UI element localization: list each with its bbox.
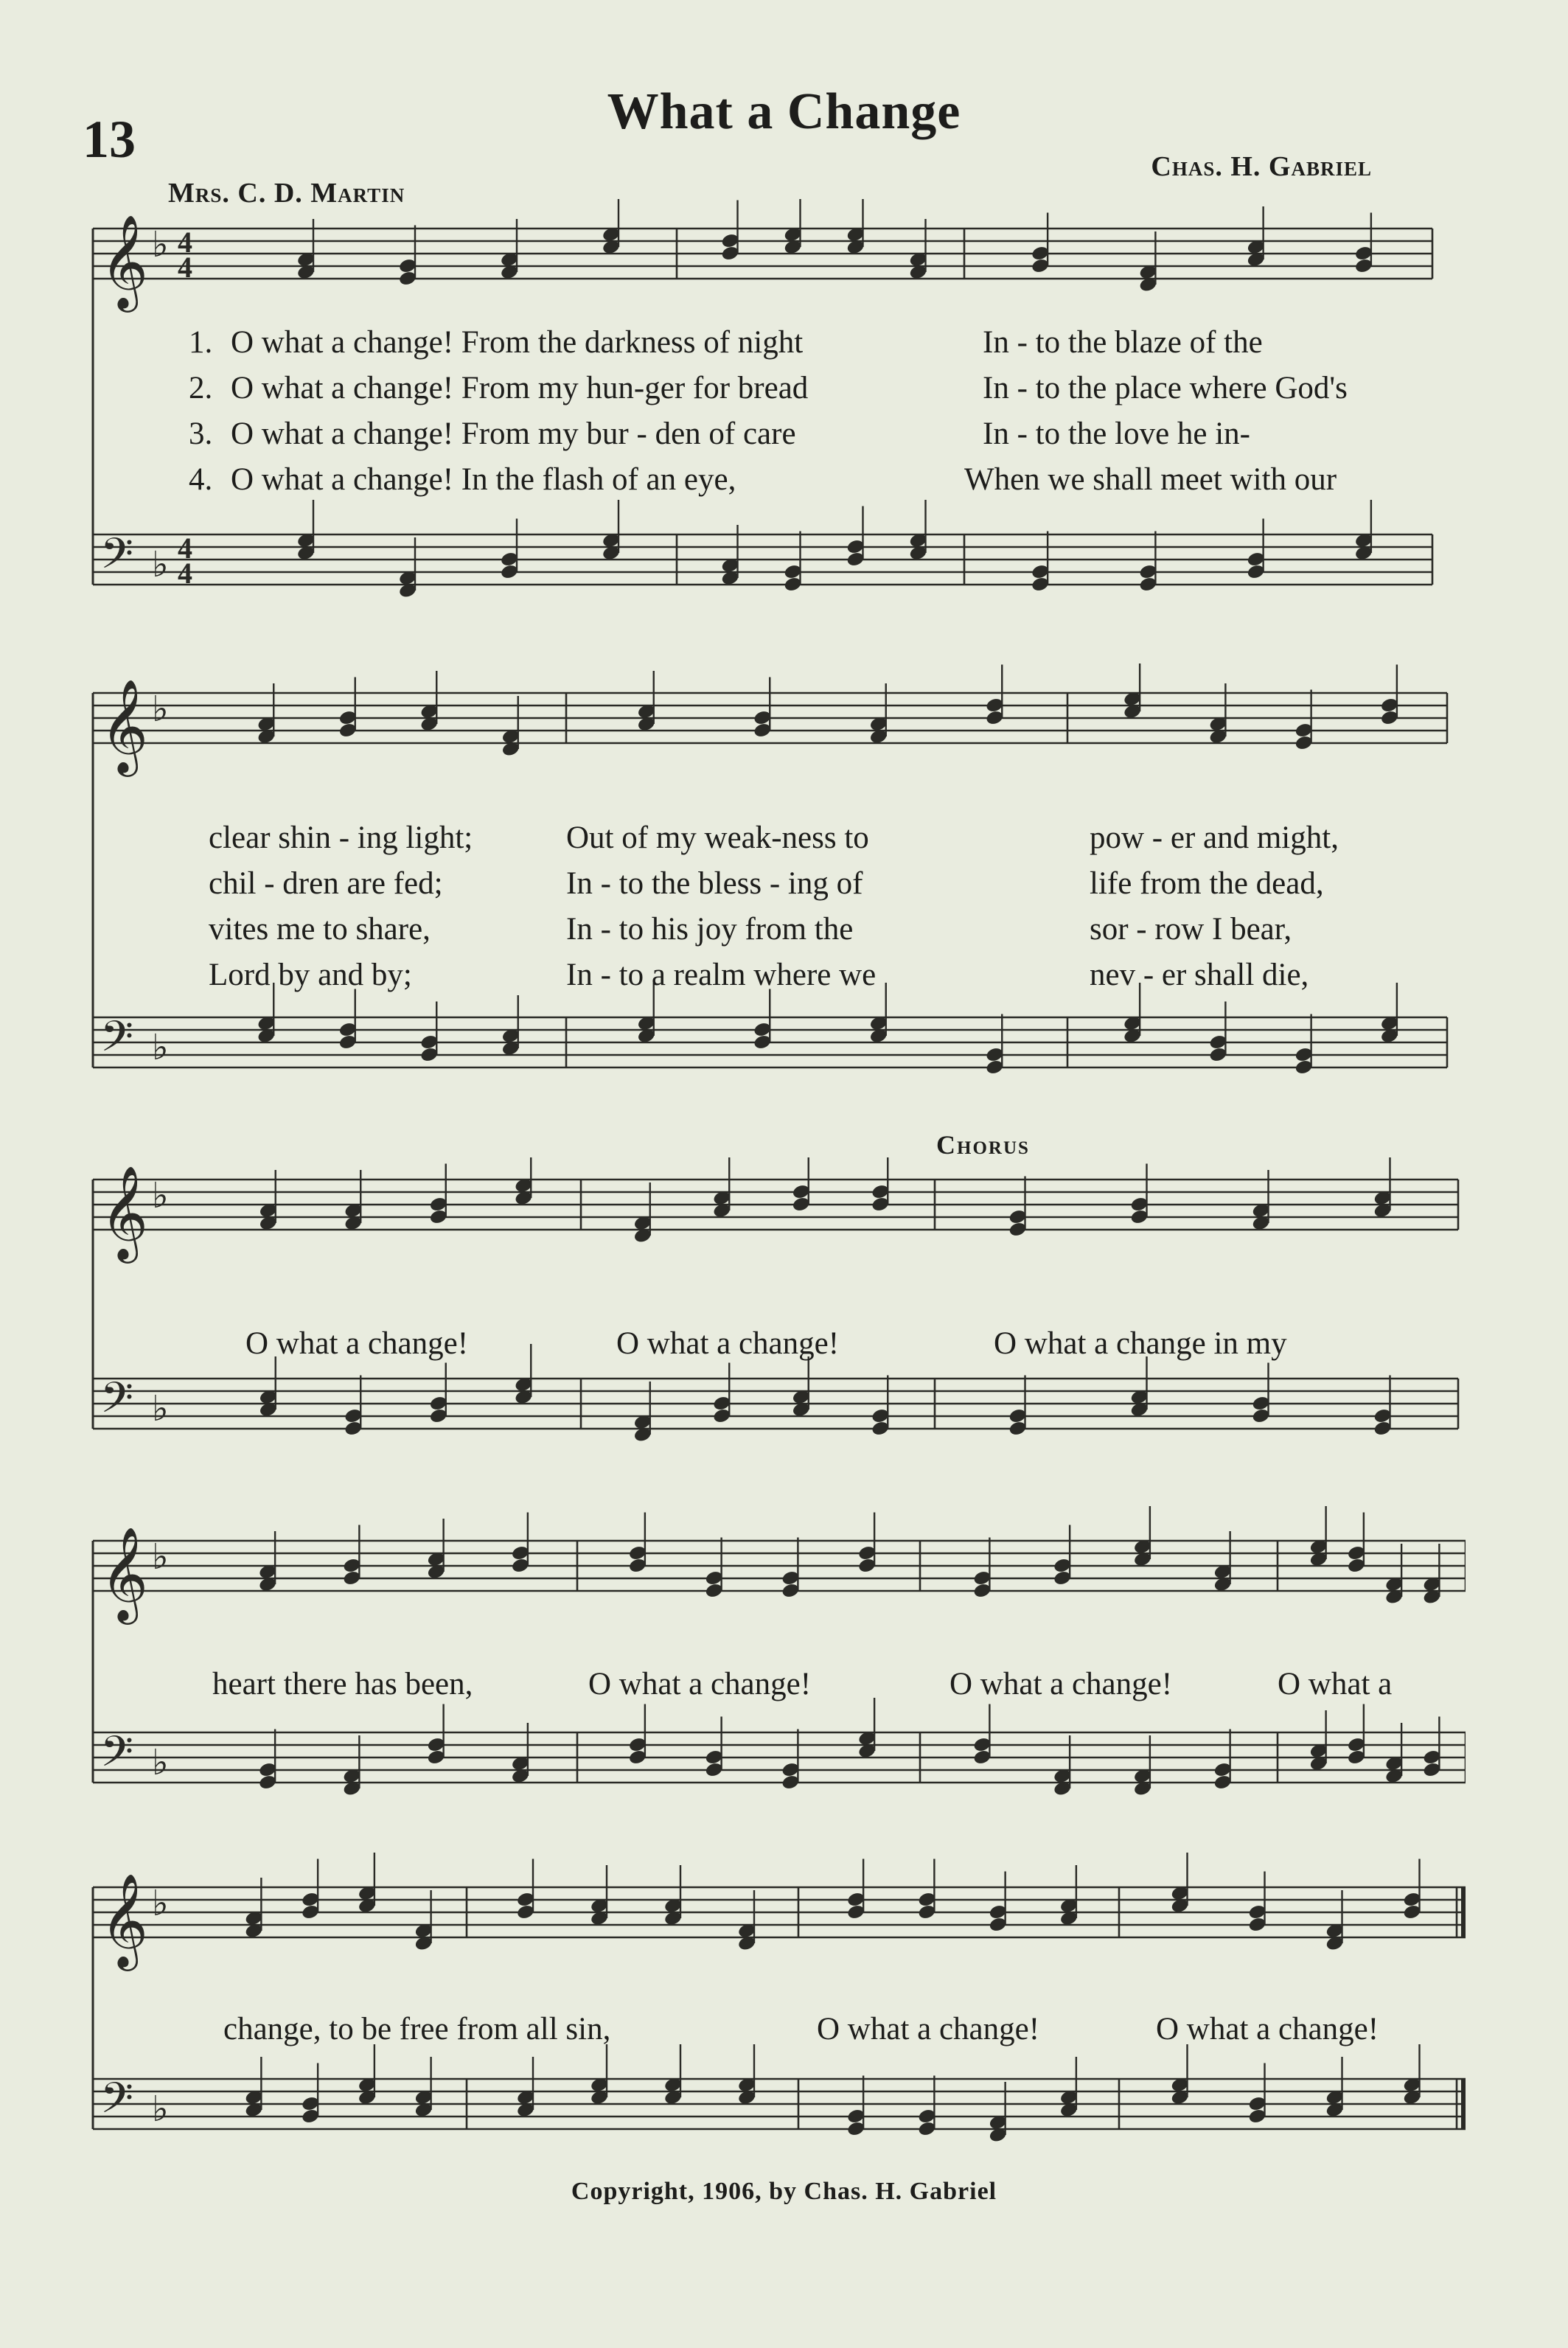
page-number: 13 <box>83 110 136 169</box>
music-system-4 <box>80 1489 1466 1843</box>
lyric-line: O what a <box>1278 1667 1393 1701</box>
treble-clef-icon: 𝄞 <box>100 1873 149 1967</box>
time-signature-digit: 4 <box>178 557 192 590</box>
lyric-line: O what a change! <box>245 1326 469 1361</box>
lyric-line: In - to the love he in- <box>983 417 1251 451</box>
time-signature-digit: 4 <box>178 226 192 259</box>
hymn-title: What a Change <box>607 83 961 140</box>
lyric-line: chil - dren are fed; <box>209 866 443 901</box>
key-flat-icon: ♭ <box>152 1742 169 1783</box>
bass-staff <box>93 1727 1466 1787</box>
treble-clef-icon: 𝄞 <box>100 678 149 773</box>
music-system-1 <box>80 199 1466 649</box>
lyric-line: O what a change in my <box>994 1326 1287 1361</box>
lyric-line: O what a change! From the darkness of night <box>231 325 804 360</box>
lyric-line: life from the dead, <box>1090 866 1324 901</box>
lyric-line: pow - er and might, <box>1090 821 1339 855</box>
lyric-line: clear shin - ing light; <box>209 821 473 855</box>
lyric-line: nev - er shall die, <box>1090 958 1309 992</box>
key-flat-icon: ♭ <box>152 1536 169 1578</box>
treble-clef-icon: 𝄞 <box>100 214 149 308</box>
verse-number: 4. <box>189 462 213 497</box>
bass-clef-icon: 𝄢 <box>100 1727 134 1787</box>
lyric-line: vites me to share, <box>209 912 431 947</box>
lyric-line: When we shall meet with our <box>964 462 1337 497</box>
lyric-line: O what a change! <box>1156 2012 1379 2046</box>
lyric-line: O what a change! <box>616 1326 840 1361</box>
music-system-5 <box>80 1836 1466 2175</box>
composer: Chas. H. Gabriel <box>1151 151 1372 182</box>
key-flat-icon: ♭ <box>152 689 169 730</box>
key-flat-icon: ♭ <box>152 2089 169 2130</box>
lyric-line: change, to be free from all sin, <box>223 2012 611 2046</box>
lyric-line: O what a change! In the flash of an eye, <box>231 462 736 497</box>
lyric-line: In - to the place where God's <box>983 371 1348 405</box>
treble-staff <box>93 1165 1458 1264</box>
lyric-line: In - to the bless - ing of <box>566 866 863 901</box>
key-flat-icon: ♭ <box>152 1027 169 1068</box>
bass-clef-icon: 𝄢 <box>100 1011 134 1072</box>
time-signature-digit: 4 <box>178 532 192 565</box>
treble-clef-icon: 𝄞 <box>100 1526 149 1620</box>
chorus-label: Chorus <box>936 1130 1030 1160</box>
verse-number: 2. <box>189 371 213 405</box>
verse-number: 3. <box>189 417 213 451</box>
bass-staff <box>93 529 1432 589</box>
lyric-line: O what a change! <box>949 1667 1173 1701</box>
time-signature-digit: 4 <box>178 251 192 284</box>
music-system-2 <box>80 663 1466 1135</box>
key-flat-icon: ♭ <box>152 224 169 265</box>
treble-staff <box>93 214 1432 313</box>
lyric-line: O what a change! <box>817 2012 1040 2046</box>
bass-clef-icon: 𝄢 <box>100 2073 134 2133</box>
treble-clef-icon: 𝄞 <box>100 1165 149 1259</box>
treble-staff <box>93 1526 1466 1625</box>
key-flat-icon: ♭ <box>152 1883 169 1924</box>
verse-number: 1. <box>189 325 213 360</box>
key-flat-icon: ♭ <box>152 1388 169 1429</box>
copyright-notice: Copyright, 1906, by Chas. H. Gabriel <box>571 2178 997 2205</box>
lyric-line: In - to his joy from the <box>566 912 854 947</box>
lyric-line: O what a change! From my bur - den of care <box>231 417 796 451</box>
bass-clef-icon: 𝄢 <box>100 529 134 589</box>
lyricist: Mrs. C. D. Martin <box>168 178 405 209</box>
key-flat-icon: ♭ <box>152 544 169 585</box>
lyric-line: heart there has been, <box>212 1667 473 1701</box>
lyric-line: sor - row I bear, <box>1090 912 1292 947</box>
lyric-line: Out of my weak-ness to <box>566 821 869 855</box>
grand-staff-5 <box>80 1836 1466 2175</box>
lyric-line: Lord by and by; <box>209 958 412 992</box>
key-flat-icon: ♭ <box>152 1175 169 1216</box>
lyric-line: In - to a realm where we <box>566 958 877 992</box>
lyric-line: In - to the blaze of the <box>983 325 1263 360</box>
music-system-3 <box>80 1157 1466 1497</box>
lyric-line: O what a change! <box>588 1667 812 1701</box>
lyric-line: O what a change! From my hun-ger for bread <box>231 371 809 405</box>
bass-clef-icon: 𝄢 <box>100 1373 134 1433</box>
